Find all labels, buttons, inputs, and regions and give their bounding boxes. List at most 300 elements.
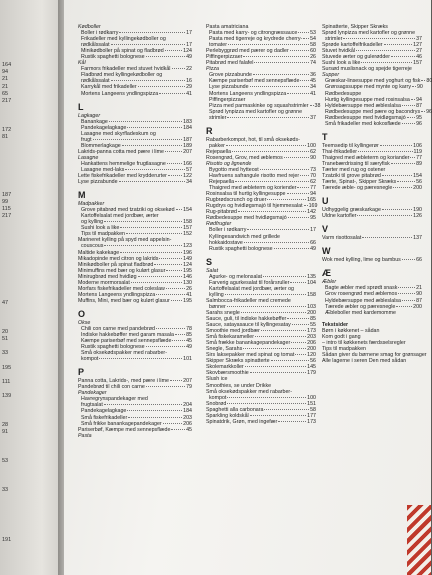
entry-page-number: 26 xyxy=(310,54,316,61)
strip-number xyxy=(2,314,11,321)
entry-title: Teemsedip til kyllingerør xyxy=(322,142,379,149)
entry-page-number: 45 xyxy=(310,78,316,85)
dot-leader xyxy=(310,105,314,106)
dot-leader xyxy=(247,229,309,230)
entry-title: Tips til madpakken xyxy=(81,231,125,238)
dot-leader xyxy=(244,242,309,243)
strip-number xyxy=(2,256,11,263)
entry-page-number: 16 xyxy=(186,78,192,85)
entry-title: Supper xyxy=(322,72,340,79)
entry-page-number: 126 xyxy=(413,213,422,220)
dot-leader xyxy=(104,404,182,405)
entry-title: Grønsagssuppe med mynte og karry xyxy=(325,84,411,91)
dot-leader xyxy=(391,163,415,164)
entry-title: Sushi look a like xyxy=(322,60,361,67)
strip-number xyxy=(2,163,11,170)
dot-leader xyxy=(398,287,415,288)
dot-leader xyxy=(166,270,182,271)
dot-leader xyxy=(253,74,309,75)
index-letter-heading: O xyxy=(78,308,86,319)
dot-leader xyxy=(398,293,415,294)
entry-page-number: 90 xyxy=(416,291,422,298)
entry-title: Risotto og lignende xyxy=(206,160,252,167)
entry-title: Rustik spaghetti bolognese xyxy=(81,54,145,61)
dot-leader xyxy=(300,80,309,81)
strip-number xyxy=(2,386,11,393)
entry-title: hokkaidostave xyxy=(209,239,243,246)
entry-page-number: 38 xyxy=(314,102,321,109)
entry-title: Skipper Skræks spinatterte xyxy=(206,358,270,365)
entry-page-number: 94 xyxy=(310,191,316,198)
entry-page-number: 96 xyxy=(416,120,422,127)
entry-title: Stuvet hvidkål xyxy=(322,48,355,55)
entry-title: Hyldebærsuppe med æbleslalsa xyxy=(325,102,401,109)
dot-leader xyxy=(271,360,310,361)
entry-page-number: 187 xyxy=(183,136,192,143)
dot-leader xyxy=(243,348,306,349)
entry-title: Havfruens safrangule risotto med rejer xyxy=(209,173,300,180)
strip-number xyxy=(2,220,11,227)
dot-leader xyxy=(175,334,185,335)
entry-title: Bagte æbler med sprødt snask xyxy=(325,285,398,292)
entry-page-number: 123 xyxy=(183,243,192,250)
entry-title: Snegle, Sarahs xyxy=(206,346,243,353)
index-section-heading: Tekstsider xyxy=(322,321,349,328)
dot-leader xyxy=(167,163,182,164)
entry-page-number: 158 xyxy=(307,291,316,298)
dot-leader xyxy=(226,145,306,146)
entry-title: Wok med kylling, lime og bambus xyxy=(322,257,401,264)
entry-page-number: 204 xyxy=(183,402,192,409)
entry-page-number: 200 xyxy=(307,346,316,353)
entry-page-number: 203 xyxy=(183,414,192,421)
entry-title: Grove pitabrød med tzatziki og oksekød xyxy=(81,207,175,214)
strip-number xyxy=(2,228,11,235)
dot-leader xyxy=(232,151,309,152)
dot-leader xyxy=(227,306,306,307)
index-entry xyxy=(78,356,192,362)
entry-title: Spaghetti alla carbonara xyxy=(206,406,264,413)
entry-page-number: 37 xyxy=(416,36,422,43)
strip-number xyxy=(2,465,11,472)
entry-title: Moderne mormorsalat xyxy=(78,279,130,286)
entry-page-number: 154 xyxy=(183,207,192,214)
entry-page-number: 58 xyxy=(310,406,316,413)
entry-page-number: 22 xyxy=(186,66,192,73)
dot-leader xyxy=(304,205,308,206)
strip-number xyxy=(2,120,11,127)
entry-title: Små fiskekarameller xyxy=(206,334,254,341)
dot-leader xyxy=(287,318,309,319)
entry-page-number: 17 xyxy=(186,30,192,37)
dot-leader xyxy=(172,340,185,341)
entry-title: Rødbedesuppe xyxy=(325,90,362,97)
strip-number: 28 xyxy=(2,422,9,429)
strip-page-numbers xyxy=(2,62,11,545)
entry-title: Banankage xyxy=(81,118,108,125)
entry-page-number: 183 xyxy=(183,118,192,125)
dot-leader xyxy=(235,181,309,182)
entry-title: Snobrød xyxy=(206,400,227,407)
entry-title: Piffingerpizzaer xyxy=(206,54,243,61)
entry-page-number: 179 xyxy=(307,370,316,377)
strip-number xyxy=(2,480,11,487)
entry-title: Minikødboller på spinat og fladbrød xyxy=(81,48,164,55)
entry-title: rødkålssalat xyxy=(81,42,110,49)
entry-page-number: 142 xyxy=(307,209,316,216)
dot-leader xyxy=(146,56,185,57)
entry-title: Lyse pizzabunde xyxy=(78,179,118,186)
strip-number: 51 xyxy=(2,335,9,342)
entry-title: Mortens Langeens yndlingspizza xyxy=(81,90,159,97)
strip-number: 65 xyxy=(2,90,9,97)
dot-leader xyxy=(128,417,182,418)
entry-title: frugtsalat xyxy=(81,402,103,409)
strip-number: 91 xyxy=(2,429,9,436)
dot-leader xyxy=(291,342,306,343)
entry-page-number: 95 xyxy=(416,114,422,121)
entry-title: Frikadeller med kyllingekødboller og xyxy=(81,36,166,43)
dot-leader xyxy=(397,181,415,182)
entry-page-number: 85 xyxy=(186,332,192,339)
entry-title: pakker xyxy=(209,142,225,149)
entry-page-number: 53 xyxy=(310,30,316,37)
entry-title: Lette fiskefrikadeller med krydderurter xyxy=(78,173,167,180)
entry-page-number: 100 xyxy=(307,394,316,401)
entry-title: Mortens Langeens yndlingspizza xyxy=(209,90,287,97)
entry-page-number: 41 xyxy=(186,90,192,97)
index-letter-heading: W xyxy=(322,246,331,257)
dot-leader xyxy=(391,56,415,57)
entry-page-number: 49 xyxy=(310,245,316,252)
entry-title: Rødbedesuppe med hvidløgsmajó xyxy=(325,114,406,121)
dot-leader xyxy=(402,300,415,301)
dot-leader xyxy=(421,111,425,112)
dot-leader xyxy=(125,169,185,170)
entry-title: Sådan giver du børnene smag for grønsager xyxy=(322,351,427,358)
strip-number: 21 xyxy=(2,76,9,83)
entry-page-number: 154 xyxy=(413,173,422,180)
strip-number xyxy=(2,285,11,292)
index-letter-heading: R xyxy=(206,125,213,136)
entry-page-number: 36 xyxy=(310,72,316,79)
strip-number: 99 xyxy=(2,198,9,205)
entry-title: Sprød lynpizza med kartofler og grønne xyxy=(209,108,303,115)
entry-title: Slush ice xyxy=(206,376,228,383)
dot-leader xyxy=(227,397,306,398)
dot-leader xyxy=(165,50,182,51)
entry-title: Lasagne xyxy=(78,154,99,161)
entry-page-number: 122 xyxy=(183,173,192,180)
dot-leader xyxy=(250,86,310,87)
dot-leader xyxy=(300,175,309,176)
dot-leader xyxy=(165,151,182,152)
entry-title: Sursød muslisnack og spejde tigerreje xyxy=(322,66,412,73)
dot-leader xyxy=(287,93,309,94)
entry-page-number: 157 xyxy=(183,225,192,232)
entry-title: Spinatdrik, Grøn, med ingefær xyxy=(206,418,278,425)
entry-title: Smoothie med jordbær xyxy=(206,328,260,335)
entry-title: Tærede æbler og pæresnegle xyxy=(325,303,396,310)
entry-title: Pasta xyxy=(78,432,92,439)
entry-title: Pasta med tigerreje og krydrede cherry- xyxy=(209,36,303,43)
entry-title: Kødboller xyxy=(78,24,101,30)
dot-leader xyxy=(287,193,310,194)
dot-leader xyxy=(290,282,306,283)
entry-title: Karrykål med frikadeller xyxy=(81,84,137,91)
dot-leader xyxy=(166,288,185,289)
dot-leader xyxy=(278,421,306,422)
dot-leader xyxy=(146,386,185,387)
entry-title: strimler xyxy=(325,36,343,43)
dot-leader xyxy=(156,294,185,295)
entry-page-number: 195 xyxy=(183,267,192,274)
dot-leader xyxy=(421,80,425,81)
strip-number xyxy=(2,516,11,523)
entry-page-number: 34 xyxy=(310,84,316,91)
entry-title: Tzatziki til grove pitabrød xyxy=(322,173,381,180)
entry-title: Chili con carne med pandebrød xyxy=(81,325,155,332)
strip-number xyxy=(2,148,11,155)
entry-title: Spinatterte, Skipper Skræks xyxy=(322,24,388,30)
entry-page-number: 96 xyxy=(426,108,432,115)
entry-title: Små frække banankagepandekager xyxy=(206,340,291,347)
entry-title: Farverig agurkesalat til forårsruller xyxy=(209,279,290,286)
dot-leader xyxy=(111,44,186,45)
dot-leader xyxy=(402,105,415,106)
entry-title: Uldne kartofler xyxy=(322,213,357,220)
entry-title: Tips til madpakken xyxy=(322,345,366,352)
dot-leader xyxy=(393,187,412,188)
entry-page-number: 45 xyxy=(186,426,192,433)
strip-number: 53 xyxy=(2,458,9,465)
index-column-2 xyxy=(206,24,321,425)
entry-page-number: 190 xyxy=(413,207,422,214)
entry-page-number: 206 xyxy=(183,420,192,427)
entry-page-number: 200 xyxy=(307,309,316,316)
dot-leader xyxy=(228,44,309,45)
entry-title: Rug-pitabrød xyxy=(206,209,237,216)
dot-leader xyxy=(119,181,186,182)
entry-page-number: 73 xyxy=(310,166,316,173)
previous-page-strip xyxy=(0,0,60,575)
entry-title: Sarahs snegle xyxy=(206,309,240,316)
entry-title: Børn i køkkenet – sådan xyxy=(322,327,380,334)
entry-page-number: 60 xyxy=(310,48,316,55)
strip-number xyxy=(2,293,11,300)
entry-title: Sauce, satayasauce til kyllingesatay xyxy=(206,322,291,329)
dot-leader xyxy=(295,354,306,355)
entry-title: Fladbrød med kyllingekødboller og xyxy=(81,72,163,79)
dot-leader xyxy=(411,99,415,100)
entry-title: Havregrynspandekager med xyxy=(81,396,148,403)
dot-leader xyxy=(261,330,306,331)
entry-title: Pandekagelagkage xyxy=(81,408,127,415)
entry-title: Små oksekødspakker med rabarber- xyxy=(81,350,167,357)
entry-page-number: 165 xyxy=(307,197,316,204)
entry-page-number: 90 xyxy=(310,154,316,161)
entry-title: Piffingerpizzaer xyxy=(209,96,246,103)
strip-number xyxy=(2,242,11,249)
entry-page-number: 146 xyxy=(183,273,192,280)
dot-leader xyxy=(380,145,412,146)
strip-number: 187 xyxy=(2,191,12,198)
strip-number: 21 xyxy=(2,83,9,90)
entry-page-number: 74 xyxy=(310,60,316,67)
dot-leader xyxy=(290,50,309,51)
entry-page-number: 196 xyxy=(183,249,192,256)
dot-leader xyxy=(407,117,415,118)
entry-page-number: 90 xyxy=(416,84,423,91)
entry-page-number: 120 xyxy=(307,352,316,359)
entry-page-number: 184 xyxy=(183,124,192,131)
entry-title: Smoothies, se under Drikke xyxy=(206,382,272,389)
entry-page-number: 41 xyxy=(186,291,192,298)
strip-number xyxy=(2,105,11,112)
entry-title: Sirs laksepakker med spinat og tomat xyxy=(206,352,295,359)
index-entry xyxy=(322,310,422,316)
dot-leader xyxy=(358,151,413,152)
dot-leader xyxy=(138,276,183,277)
dot-leader xyxy=(171,300,182,301)
entry-page-number: 66 xyxy=(310,239,316,246)
dot-leader xyxy=(122,145,182,146)
entry-title: Rugdrys og hvidløgsmajó til hjemmesalat xyxy=(206,203,303,210)
strip-number xyxy=(2,473,11,480)
entry-title: Thaigred med æbleterm og koriender xyxy=(209,185,297,192)
strip-number xyxy=(2,408,11,415)
dot-leader xyxy=(104,221,182,222)
dot-leader xyxy=(225,294,306,295)
dot-leader xyxy=(154,264,182,265)
strip-number xyxy=(2,444,11,451)
index-letter-heading: S xyxy=(206,256,213,267)
dot-leader xyxy=(109,121,182,122)
strip-number: 195 xyxy=(2,364,12,371)
entry-title: Tærte, Spinat-, Skipper Skræks xyxy=(322,179,397,186)
index-letter-heading: U xyxy=(322,196,329,207)
index-entry xyxy=(322,235,422,241)
entry-title: Sprød lynpizza med kartofler og grønne xyxy=(322,30,416,37)
entry-page-number: 27 xyxy=(416,48,422,55)
entry-title: Panna cotta, Lakrids-, med pære i lime xyxy=(78,378,169,385)
entry-title: rødkålssalat xyxy=(81,78,110,85)
strip-number: 111 xyxy=(2,378,11,385)
entry-title: Rabarberkompot, hot, til små oksekøds- xyxy=(206,136,300,143)
entry-page-number: 119 xyxy=(413,148,422,155)
strip-number: 33 xyxy=(2,486,9,493)
strip-number xyxy=(2,156,11,163)
entry-title: Udhyggelig græskarkage xyxy=(322,207,381,214)
dot-leader xyxy=(343,38,415,39)
entry-title: Salat xyxy=(206,267,219,274)
entry-title: Rustik spaghetti bolognese xyxy=(209,245,273,252)
index-entry xyxy=(78,433,192,439)
strip-number xyxy=(2,307,11,314)
entry-page-number: 89 xyxy=(416,160,422,167)
entry-page-number: 62 xyxy=(310,179,316,186)
entry-title: Kæmpe pariserbøf med sennepsflæde xyxy=(81,338,172,345)
entry-title: Skovbærsmoothie xyxy=(206,370,249,377)
entry-title: strimler xyxy=(209,114,227,121)
dot-leader xyxy=(243,56,309,57)
entry-page-number: 195 xyxy=(183,297,192,304)
dot-leader xyxy=(159,93,185,94)
dot-leader xyxy=(382,175,412,176)
dot-leader xyxy=(356,50,415,51)
entry-title: Lasagne med-laks xyxy=(81,166,125,173)
entry-title: Madpakker xyxy=(78,201,105,208)
dot-leader xyxy=(119,32,185,33)
entry-title: Maltide kakekage xyxy=(78,249,120,256)
entry-title: Pandekagelagkage xyxy=(81,124,127,131)
entry-page-number: 103 xyxy=(307,303,316,310)
entry-title: Rødbedesuppe med hvidløgsmajó xyxy=(206,215,287,222)
entry-page-number: 203 xyxy=(307,334,316,341)
entry-page-number: 166 xyxy=(183,160,192,167)
index-letter-heading: V xyxy=(322,224,329,235)
strip-number xyxy=(2,494,11,501)
entry-title: Hyldebærsuppe med æbleslalsa xyxy=(325,297,401,304)
entry-title: Lyse pizzabunde xyxy=(209,84,249,91)
index-entry xyxy=(206,246,316,252)
strip-number xyxy=(2,321,11,328)
entry-page-number: 200 xyxy=(413,185,422,192)
entry-page-number: 77 xyxy=(310,185,316,192)
dot-leader xyxy=(402,123,415,124)
strip-number: 217 xyxy=(2,98,12,105)
entry-page-number: 41 xyxy=(310,90,316,97)
entry-page-number: 137 xyxy=(413,235,422,242)
entry-page-number: 127 xyxy=(413,42,422,49)
strip-number xyxy=(2,112,11,119)
entry-page-number: 49 xyxy=(186,54,192,61)
entry-title: Tærede æble- og pæresnegle xyxy=(322,185,393,192)
strip-number xyxy=(2,235,11,242)
entry-title: Små oksekødspakker med rabarber- xyxy=(206,388,292,395)
strip-number: 115 xyxy=(2,206,11,213)
entry-page-number: 21 xyxy=(416,285,422,292)
entry-title: Sushi look a like xyxy=(81,225,120,232)
strip-number xyxy=(2,415,11,422)
entry-title: tomater xyxy=(209,42,227,49)
dot-leader xyxy=(227,117,309,118)
entry-page-number: 151 xyxy=(307,400,316,407)
entry-title: Sauce, guli, til indiske hakkebøffer xyxy=(206,316,287,323)
entry-title: Farmors frikadeller med stuvet hvidkål xyxy=(81,66,171,73)
dot-leader xyxy=(396,306,412,307)
dot-leader xyxy=(138,86,185,87)
entry-title: Kom godt i gang xyxy=(322,333,361,340)
entry-page-number: 104 xyxy=(307,279,316,286)
entry-page-number: 173 xyxy=(307,328,316,335)
dot-leader xyxy=(250,415,306,416)
index-entry xyxy=(322,358,422,364)
strip-number xyxy=(2,184,11,191)
strip-number xyxy=(2,509,11,516)
dot-leader xyxy=(159,258,182,259)
entry-title: Små fiskefrikadeller xyxy=(81,414,128,421)
entry-title: Kyllingesandwich med grillede xyxy=(209,233,280,240)
index-column-1 xyxy=(78,24,192,439)
dot-leader xyxy=(412,86,416,87)
strip-number: 164 xyxy=(2,62,12,68)
entry-title: Pandebrød til chili con carne xyxy=(78,384,145,391)
dot-leader xyxy=(254,62,309,63)
dot-leader xyxy=(111,80,186,81)
strip-number: 94 xyxy=(2,69,9,76)
index-letter-heading: Æ xyxy=(322,268,331,279)
